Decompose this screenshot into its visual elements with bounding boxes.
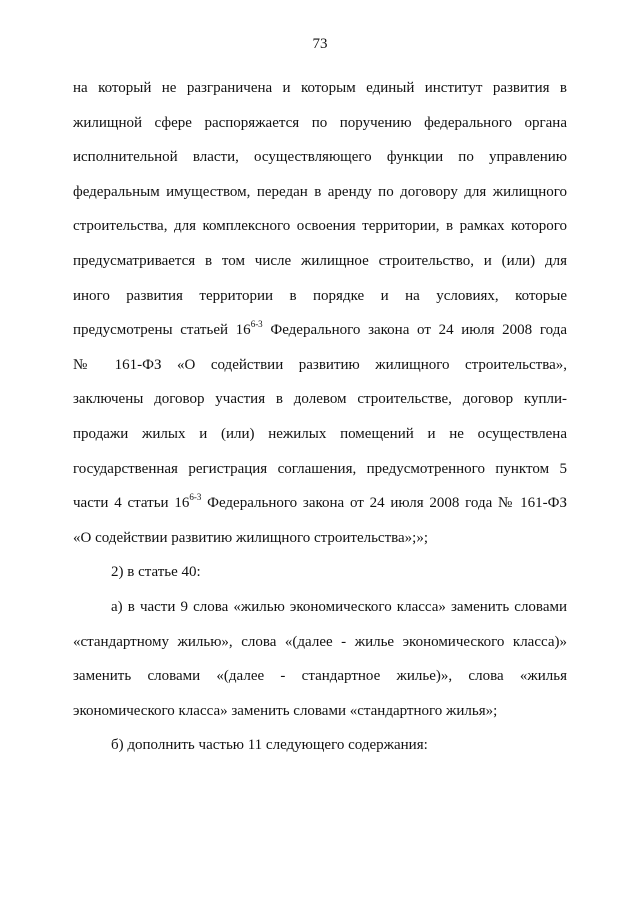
text-line: исполнительной власти, осуществляющего функции по управлению — [73, 149, 567, 166]
text-fragment: предусмотрены статьей 16 — [73, 322, 251, 339]
text-line: заключены договор участия в долевом строительстве, договор купли- — [73, 391, 567, 408]
text-line: строительства, для комплексного освоения территории, в рамках которого — [73, 218, 567, 235]
paragraph-continuation — [73, 71, 567, 555]
text-fragment: Федерального закона от 24 июля 2008 года № 161-ФЗ — [201, 495, 568, 512]
text-line: а) в части 9 слова «жилью экономического класса» заменить словами — [111, 598, 567, 615]
text-line: «О содействии развитию жилищного строительства»;»; — [73, 529, 429, 546]
text-line: жилищной сфере распоряжается по поручению федерального органа — [73, 114, 567, 131]
item-b-paragraph: б) дополнить частью 11 следующего содержания: — [111, 737, 428, 754]
document-body — [73, 71, 567, 763]
text-line: на который не разграничена и которым единый институт развития в — [73, 80, 567, 96]
text-line-with-superscript — [73, 313, 567, 348]
text-line: государственная регистрация соглашения, предусмотренного пунктом 5 — [73, 460, 567, 477]
page-number: 73 — [312, 36, 328, 52]
superscript: 6-3 — [250, 319, 263, 330]
text-line: продажи жилых и (или) нежилых помещений и не осуществлена — [73, 425, 567, 442]
text-fragment: Федерального закона от 24 июля 2008 года — [262, 322, 567, 339]
text-fragment: части 4 статьи 16 — [73, 495, 190, 512]
text-line: заменить словами «(далее - стандартное жилье)», слова «жилья — [73, 668, 567, 685]
item-2-heading: 2) в статье 40: — [111, 564, 201, 581]
text-line: иного развития территории в порядке и на условиях, которые — [73, 287, 567, 304]
text-line-with-superscript — [73, 486, 567, 521]
superscript: 6-3 — [189, 492, 202, 503]
text-line: «стандартному жилью», слова «(далее - жилье экономического класса)» — [73, 633, 567, 650]
item-a-paragraph — [73, 590, 567, 728]
text-line: федеральным имуществом, передан в аренду по договору для жилищного — [73, 183, 567, 200]
text-line: экономического класса» заменить словами «стандартного жилья»; — [73, 702, 498, 719]
text-line: № 161-ФЗ «О содействии развитию жилищного строительства», — [73, 356, 567, 373]
text-line: предусматривается в том числе жилищное строительство, и (или) для — [73, 252, 567, 269]
